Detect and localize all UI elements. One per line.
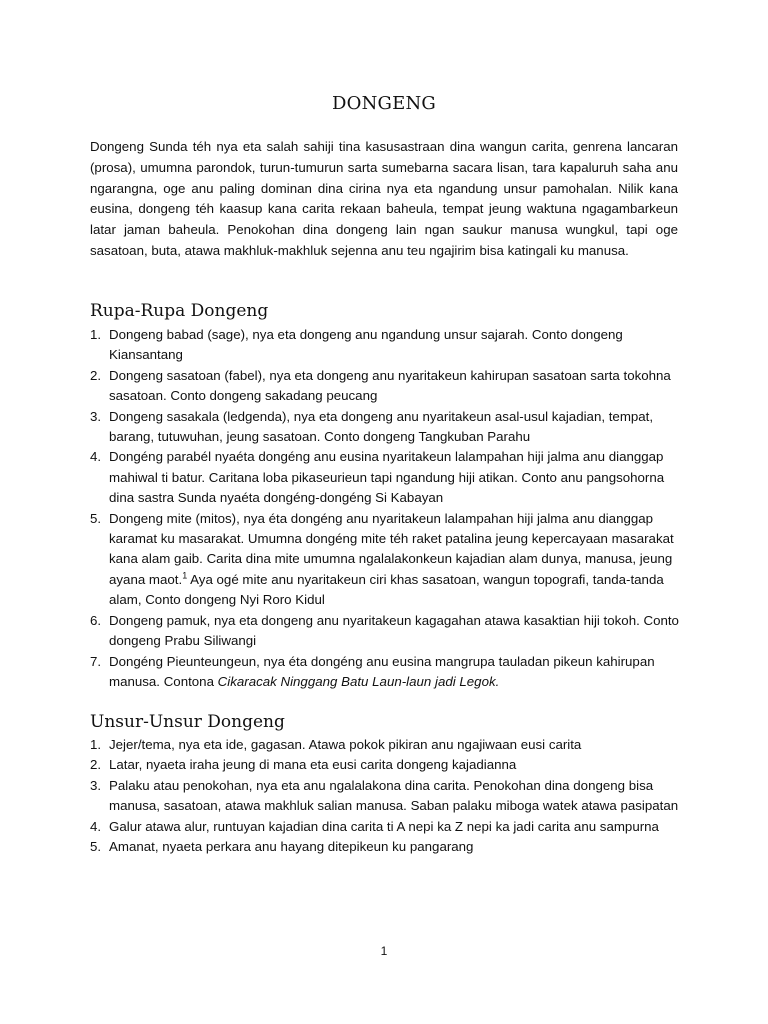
list-item: 3. Dongeng sasakala (ledgenda), nya eta dongeng anu nyaritakeun asal-usul kajadian, tempat, barang, tutuwuhan, jeung sasatoan. Conto dongeng Tangkuban Parahu [90,408,654,445]
document-title: DONGENG [332,93,436,114]
dongeng-types-list [90,325,690,692]
list-item: 7. Dongéng Pieunteungeun, nya éta dongéng anu eusina mangrupa tauladan pikeun kahirupan manusa. Contona Cikaracak Ninggang Batu Laun-laun jadi Legok. [90,653,655,689]
page-number: 1 [380,944,388,958]
list-item: 4. Galur atawa alur, runtuyan kajadian dina carita ti A nepi ka Z nepi ka jadi carita anu sampurna [90,818,659,834]
dongeng-elements-list [90,735,690,857]
list-item: 5. Dongeng mite (mitos), nya éta dongéng anu nyaritakeun lalampahan hiji jalma anu dianggap karamat ku masarakat. Umumna dongéng mite téh raket patalina jeung kepercayaan masarakat kana alam gaib. Carita dina mite umumna ngalalakonkeun kajadian alam dunya, manusa, jeung ayana maot.$^1$ Aya ogé mite anu nyaritakeun ciri khas sasatoan, wangun topografi, tanda-tanda alam, Conto dongeng Nyi Roro Kidul [90,510,674,608]
list-item: 4. Dongéng parabél nyaéta dongéng anu eusina nyaritakeun lalampahan hiji jalma anu dianggap mahiwal ti batur. Caritana loba pikaseurieun tapi ngandung hiji atikan. Conto anu pangsohorna dina sastra Sunda nyaéta dongéng-dongéng Si Kabayan [90,449,665,506]
list-item: 2. Latar, nyaeta iraha jeung di mana eta eusi carita dongeng kajadianna [90,757,517,773]
section-heading-unsur-unsur: Unsur-Unsur Dongeng [90,712,285,732]
list-item: 2. Dongeng sasatoan (fabel), nya eta dongeng anu nyaritakeun kahirupan sasatoan sarta tokohna sasatoan. Conto dongeng sakadang peucang [90,367,671,404]
intro-paragraph: Dongeng Sunda téh nya eta salah sahiji tina kasusastraan dina wangun carita, genrena lancaran (prosa), umumna parondok, turun-tumurun sarta sumebarna sacara lisan, tara kapaluruh saha anu ngarangna, oge anu paling dominan dina cirina nya eta ngandung unsur pamohalan. Nilik kana eusina, dongeng téh kaasup kana carita rekaan baheula, tempat jeung waktuna ngagambarkeun latar jaman baheula. Penokohan dina dongeng lain ngan saukur manusa wungkul, tapi oge sasatoan, buta, atawa makhluk-makhluk sejenna anu teu ngajirim bisa katingali ku manusa. [90,139,678,258]
section-heading-rupa-rupa: Rupa-Rupa Dongeng [90,301,269,321]
italic-example: Cikaracak Ninggang Batu Laun-laun jadi Legok. [217,673,500,689]
list-item: 1. Dongeng babad (sage), nya eta dongeng anu ngandung unsur sajarah. Conto dongeng Kiansantang [90,327,623,363]
list-item: 3. Palaku atau penokohan, nya eta anu ngalalakona dina carita. Penokohan dina dongeng bisa manusa, sasatoan, atawa makhluk salian manusa. Saban palaku miboga watek atawa pasipatan [90,777,679,814]
footnote-marker[interactable]: 1 [182,570,188,581]
list-item: 5. Amanat, nyaeta perkara anu hayang ditepikeun ku pangarang [90,839,474,855]
list-item: 6. Dongeng pamuk, nya eta dongeng anu nyaritakeun kagagahan atawa kasaktian hiji tokoh. Conto dongeng Prabu Siliwangi [90,612,679,649]
list-item: 1. Jejer/tema, nya eta ide, gagasan. Atawa pokok pikiran anu ngajiwaan eusi carita [90,737,582,752]
